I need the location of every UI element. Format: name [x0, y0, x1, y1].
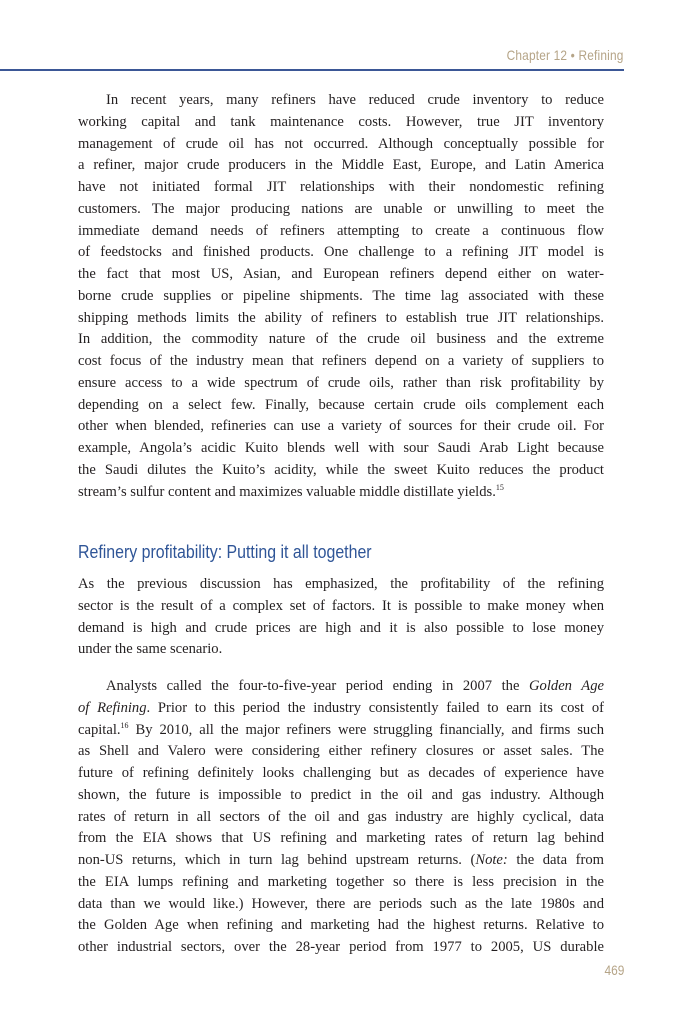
text-line: the Saudi dilutes the Kuito’s acidity, while the sweet Kuito reduces the product	[78, 461, 604, 478]
text-line	[78, 482, 604, 504]
running-head: Chapter 12 • Refining	[507, 47, 624, 63]
text-run: capital.	[78, 721, 121, 738]
text-run: Analysts called the four-to-five-year period ending in 2007 the	[106, 678, 530, 694]
text-line: other industrial sectors, over the 28-year period from 1977 to 2005, US durable	[78, 939, 604, 955]
text-line: depending on a select few. Finally, because certain crude oils complement each	[78, 396, 604, 413]
text-line: In recent years, many refiners have reduced crude inventory to reduce	[106, 92, 604, 108]
text-line: of feedstocks and finished products. One challenge to a refining JIT model is	[78, 244, 604, 261]
text-line: a refiner, major crude producers in the Middle East, Europe, and Latin America	[78, 157, 604, 174]
footnote-ref: 15	[495, 482, 504, 492]
text-line	[78, 850, 604, 872]
italic-text: of Refining	[78, 699, 147, 716]
text-run: the data from	[507, 852, 605, 868]
text-line: sector is the result of a complex set of factors. It is possible to make money when	[78, 597, 604, 614]
italic-text: Note:	[475, 852, 508, 868]
text-line: have not initiated formal JIT relationships with their nondomestic refining	[78, 179, 604, 195]
paragraph-profitability-intro	[78, 574, 604, 661]
paragraph-golden-age	[78, 676, 604, 959]
text-run: . Prior to this period the industry consistently failed to earn its cost of	[146, 699, 604, 716]
text-line: working capital and tank maintenance costs. However, true JIT inventory	[78, 113, 604, 130]
text-line	[78, 720, 604, 742]
footnote-ref: 16	[120, 720, 129, 730]
text-line: the fact that most US, Asian, and European refiners depend either on water-	[78, 266, 604, 282]
text-line: ensure access to a wide spectrum of crude oils, rather than risk profitability by	[78, 374, 604, 391]
text-run: By 2010, all the major refiners were struggling financially, and firms such	[128, 721, 604, 738]
text-line: data than we would like.) However, there are periods such as the late 1980s and	[78, 895, 604, 912]
paragraph-jit	[78, 90, 604, 503]
text-run: stream’s sulfur content and maximizes valuable middle distillate yields.	[78, 483, 496, 500]
text-line: example, Angola’s acidic Kuito blends well with sour Saudi Arab Light because	[78, 440, 604, 456]
text-line: As the previous discussion has emphasized, the profitability of the refining	[78, 576, 604, 592]
italic-text: Golden Age	[529, 678, 604, 694]
text-line: management of crude oil has not occurred. Although conceptually possible for	[78, 135, 604, 152]
text-line: immediate demand needs of refiners attempting to create a continuous flow	[78, 222, 604, 239]
text-line	[78, 698, 604, 720]
text-line: as Shell and Valero were considering either refinery closures or asset sales. The	[78, 743, 604, 760]
text-line: other when blended, refineries can use a variety of sources for their crude oil. For	[78, 418, 604, 435]
page-number: 469	[604, 962, 624, 978]
text-line: future of refining definitely looks challenging but as decades of experience have	[78, 765, 604, 781]
text-line: rates of return in all sectors of the oil and gas industry are highly cyclical, data	[78, 808, 604, 825]
text-line: In addition, the commodity nature of the crude oil business and the extreme	[78, 331, 604, 348]
text-line: cost focus of the industry mean that refiners depend on a variety of suppliers to	[78, 353, 604, 369]
text-line: customers. The major producing nations are unable or unwilling to meet the	[78, 200, 604, 217]
section-heading: Refinery profitability: Putting it all together	[78, 541, 372, 562]
text-line: from the EIA shows that US refining and marketing rates of return lag behind	[78, 830, 604, 847]
header-rule	[0, 69, 624, 71]
text-line: under the same scenario.	[78, 641, 223, 658]
text-line: the EIA lumps refining and marketing together so there is less precision in the	[78, 873, 604, 890]
text-line: borne crude supplies or pipeline shipments. The time lag associated with these	[78, 287, 604, 304]
text-run: non-US returns, which in turn lag behind upstream returns. (	[78, 852, 476, 868]
text-line	[78, 676, 604, 698]
text-line: the Golden Age when refining and marketing had the highest returns. Relative to	[78, 917, 604, 934]
text-line: shown, the future is impossible to predict in the oil and gas industry. Although	[78, 786, 604, 803]
text-line: demand is high and crude prices are high and it is also possible to lose money	[78, 619, 604, 636]
text-line: shipping methods limits the ability of refiners to establish true JIT relationships.	[78, 309, 604, 326]
